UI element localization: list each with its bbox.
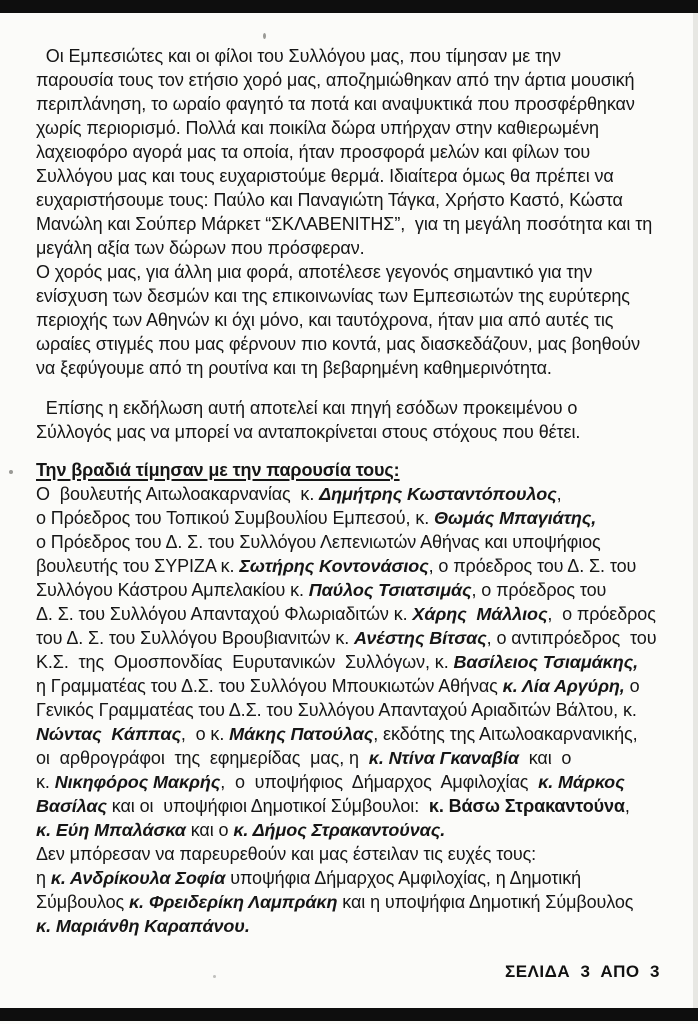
text-run: ενίσχυση των δεσμών και της επικοινωνίας των Εμπεσιωτών της ευρύτερης: [36, 286, 630, 306]
text-line: [36, 530, 668, 554]
text-run: περιπλάνηση, το ωραίο φαγητό τα ποτά και αναψυκτικά που προσφέρθηκαν: [36, 94, 635, 114]
text-run: , ο πρόεδρος του Δ. Σ. του: [428, 556, 637, 576]
emphasized-text-run: Την βραδιά τίμησαν με την παρουσία τους:: [36, 460, 400, 480]
text-run: Συλλόγου Κάστρου Αμπελακίου κ.: [36, 580, 309, 600]
emphasized-text-run: κ. Φρειδερίκη Λαμπράκη: [128, 892, 338, 912]
emphasized-text-run: Σωτήρης Κοντονάσιος: [239, 556, 429, 576]
emphasized-text-run: κ. Μάρκος: [538, 772, 625, 792]
text-line: [36, 506, 668, 530]
scan-edge-shadow: [693, 13, 698, 1008]
text-run: Επίσης η εκδήλωση αυτή αποτελεί και πηγή εσόδων προκειμένου ο: [36, 398, 578, 418]
text-run: η: [36, 868, 51, 888]
text-line: [36, 818, 668, 842]
text-run: , ο υποψήφιος Δήμαρχος Αμφιλοχίας: [220, 772, 539, 792]
text-line: [36, 116, 668, 140]
text-run: ο Πρόεδρος του Τοπικού Συμβουλίου Εμπεσού, κ.: [36, 508, 435, 528]
text-run: οι αρθρογράφοι της εφημερίδας μας, η: [36, 748, 369, 768]
text-line: [36, 396, 668, 420]
text-run: Συλλόγου μας και τους ευχαριστούμε θερμά. Ιδιαίτερα όμως θα πρέπει να: [36, 166, 614, 186]
text-run: κ.: [36, 772, 55, 792]
text-line: [36, 140, 668, 164]
text-run: Δεν μπόρεσαν να παρευρεθούν και μας έστειλαν τις ευχές τους:: [36, 844, 537, 864]
emphasized-text-run: Νικηφόρος Μακρής: [54, 772, 221, 792]
text-line: [36, 890, 668, 914]
text-line: [36, 674, 668, 698]
emphasized-text-run: Χάρης Μάλλιος: [412, 604, 548, 624]
page-footer: [484, 942, 660, 1002]
paragraph-attendees: [36, 482, 668, 938]
text-run: ωραίες στιγμές που μας φέρνουν πιο κοντά, μας διασκεδάζουν, μας βοηθούν: [36, 334, 641, 354]
text-run: , ο κ.: [180, 724, 230, 744]
emphasized-text-run: Μάκης Πατούλας: [229, 724, 374, 744]
text-line: [36, 236, 668, 260]
text-line: [36, 212, 668, 236]
text-line: [36, 44, 668, 68]
emphasized-text-run: κ. Βάσω Στρακαντούνα: [428, 796, 625, 816]
text-line: [36, 602, 668, 626]
text-run: , ο αντιπρόεδρος του: [486, 628, 657, 648]
text-run: Κ.Σ. της Ομοσπονδίας Ευρυτανικών Συλλόγων, κ.: [36, 652, 454, 672]
text-line: [36, 68, 668, 92]
text-line: [36, 420, 668, 444]
text-line: [36, 866, 668, 890]
text-line: [36, 356, 668, 380]
emphasized-text-run: Ανέστης Βίτσας: [354, 628, 487, 648]
emphasized-text-run: Βασίλας: [36, 796, 107, 816]
text-run: Δ. Σ. του Συλλόγου Απανταχού Φλωριαδιτών κ.: [36, 604, 413, 624]
text-run: υποψήφια Δήμαρχος Αμφιλοχίας, η Δημοτική: [225, 868, 582, 888]
scan-speck: [9, 470, 13, 474]
text-line: [36, 260, 668, 284]
scan-speck: [213, 975, 216, 978]
scan-border-top: [0, 0, 698, 13]
emphasized-text-run: κ. Μαριάνθη Καραπάνου.: [36, 916, 250, 936]
text-run: ο Πρόεδρος του Δ. Σ. του Συλλόγου Λεπενιωτών Αθήνας και υποψήφιος: [36, 532, 601, 552]
text-run: και ο: [185, 820, 234, 840]
scan-border-bottom: [0, 1008, 698, 1021]
emphasized-text-run: Θωμάς Μπαγιάτης,: [434, 508, 597, 528]
text-run: μεγάλη αξία των δώρων που πρόσφεραν.: [36, 238, 365, 258]
text-line: [36, 332, 668, 356]
text-line: [36, 650, 668, 674]
text-run: χωρίς περιορισμό. Πολλά και ποικίλα δώρα υπήρχαν στην καθιερωμένη: [36, 118, 599, 138]
text-run: Μανώλη και Σούπερ Μάρκετ “ΣΚΛΑΒΕΝΙΤΗΣ”, για τη μεγάλη ποσότητα και τη: [36, 214, 653, 234]
text-run: η Γραμματέας του Δ.Σ. του Συλλόγου Μπουκιωτών Αθήνας: [36, 676, 503, 696]
emphasized-text-run: κ. Δήμος Στρακαντούνας.: [233, 820, 446, 840]
emphasized-text-run: κ. Ντίνα Γκαναβία: [368, 748, 519, 768]
text-line: [36, 284, 668, 308]
text-run: του Δ. Σ. του Συλλόγου Βρουβιανιτών κ.: [36, 628, 355, 648]
text-run: και η υποψήφια Δημοτική Σύμβουλος: [337, 892, 634, 912]
text-run: ευχαριστήσουμε τους: Παύλο και Παναγιώτη Τάγκα, Χρήστο Καστό, Κώστα: [36, 190, 623, 210]
text-line: [36, 914, 668, 938]
text-line: [36, 794, 668, 818]
text-run: , ο πρόεδρος του: [471, 580, 607, 600]
text-line: [36, 308, 668, 332]
text-run: ,: [624, 796, 630, 816]
text-run: , εκδότης της Αιτωλοακαρνανικής,: [373, 724, 638, 744]
text-line: [36, 482, 668, 506]
text-line: [36, 746, 668, 770]
text-line: [36, 698, 668, 722]
text-run: λαχειοφόρο αγορά μας τα οποία, ήταν προσφορά μελών και φίλων του: [36, 142, 591, 162]
text-run: ,: [556, 484, 562, 504]
text-run: Σύλλογός μας να μπορεί να ανταποκρίνεται στους στόχους που θέτει.: [36, 422, 581, 442]
text-run: και οι υποψήφιοι Δημοτικοί Σύμβουλοι:: [106, 796, 429, 816]
emphasized-text-run: Βασίλειος Τσιαμάκης,: [453, 652, 639, 672]
text-line: [36, 554, 668, 578]
emphasized-text-run: κ. Εύη Μπαλάσκα: [36, 820, 186, 840]
text-run: Οι Εμπεσιώτες και οι φίλοι του Συλλόγου μας, που τίμησαν με την: [36, 46, 561, 66]
page-number-label: ΣΕΛΙΔΑ 3 ΑΠΟ 3: [505, 962, 660, 981]
scan-speck: [263, 33, 266, 39]
paragraph-income-source: [36, 396, 668, 444]
emphasized-text-run: Παύλος Τσιατσιμάς: [308, 580, 472, 600]
text-line: [36, 578, 668, 602]
text-run: να ξεφύγουμε από τη ρουτίνα και τη βεβαρημένη καθημερινότητα.: [36, 358, 552, 378]
text-line: [36, 626, 668, 650]
text-line: [36, 188, 668, 212]
emphasized-text-run: κ. Ανδρίκουλα Σοφία: [50, 868, 226, 888]
text-run: ο: [624, 676, 640, 696]
document-body: [36, 44, 668, 938]
heading-attendees: [36, 458, 668, 482]
text-run: παρουσία τους τον ετήσιο χορό μας, αποζημιώθηκαν από την άρτια μουσική: [36, 70, 635, 90]
text-run: , ο πρόεδρος: [547, 604, 656, 624]
emphasized-text-run: Δημήτρης Κωσταντόπουλος: [319, 484, 557, 504]
text-line: [36, 164, 668, 188]
text-run: και ο: [518, 748, 572, 768]
text-run: Σύμβουλος: [36, 892, 129, 912]
text-run: βουλευτής του ΣΥΡΙΖΑ κ.: [36, 556, 240, 576]
emphasized-text-run: κ. Λία Αργύρη,: [502, 676, 625, 696]
paragraph-dance-thanks: [36, 44, 668, 380]
text-line: [36, 92, 668, 116]
text-line: [36, 770, 668, 794]
text-line: [36, 842, 668, 866]
text-run: Ο βουλευτής Αιτωλοακαρνανίας κ.: [36, 484, 320, 504]
emphasized-text-run: Νώντας Κάππας: [36, 724, 181, 744]
text-run: Ο χορός μας, για άλλη μια φορά, αποτέλεσε γεγονός σημαντικό για την: [36, 262, 593, 282]
text-run: περιοχής των Αθηνών κι όχι μόνο, και ταυτόχρονα, ήταν μια από αυτές τις: [36, 310, 614, 330]
text-line: [36, 458, 668, 482]
text-run: Γενικός Γραμματέας του Δ.Σ. του Συλλόγου Απανταχού Αριαδιτών Βάλτου, κ.: [36, 700, 637, 720]
text-line: [36, 722, 668, 746]
